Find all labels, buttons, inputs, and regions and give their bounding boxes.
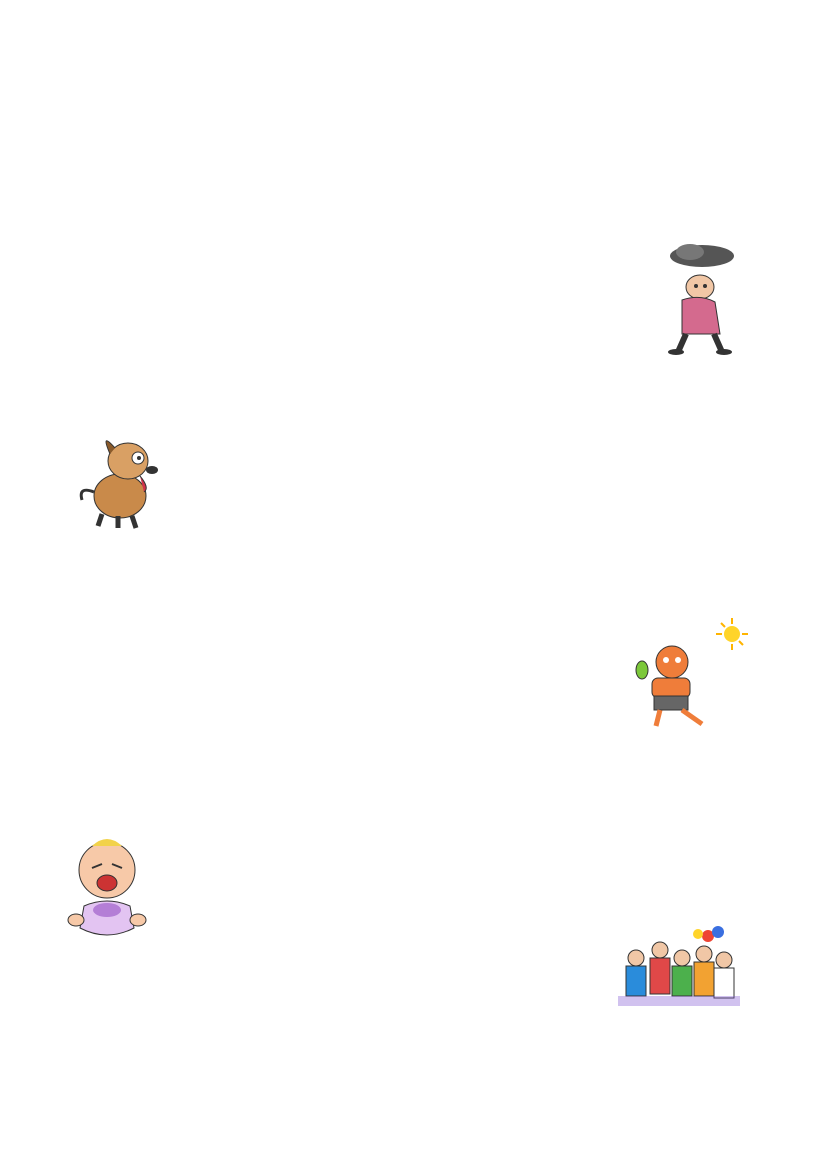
- dog-icon: [70, 426, 165, 531]
- sunburnt-man-icon: [632, 612, 752, 732]
- party-crowd-icon: [618, 922, 740, 1014]
- crying-baby-icon: [62, 828, 152, 946]
- depressed-man-icon: [660, 242, 740, 357]
